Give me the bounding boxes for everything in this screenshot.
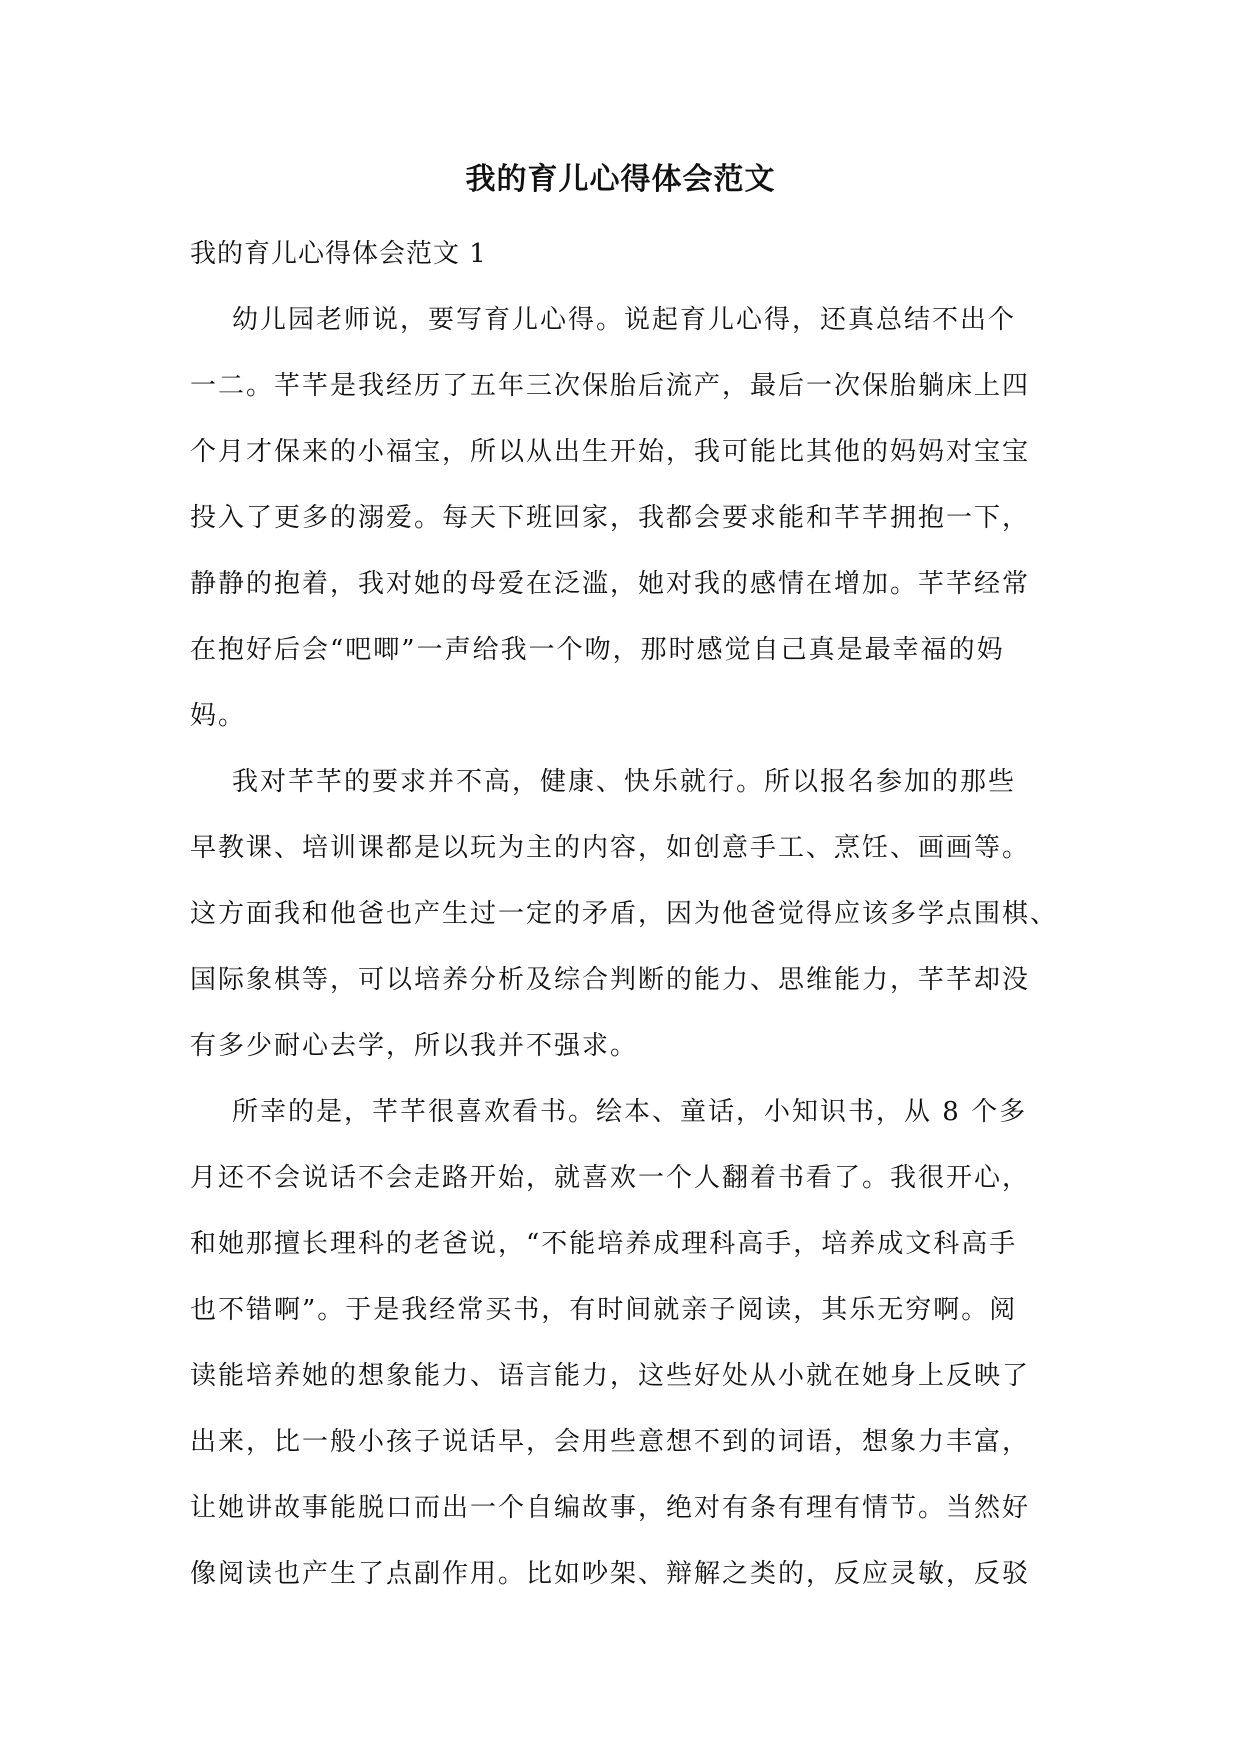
paragraph-line: 让她讲故事能脱口而出一个自编故事，绝对有条有理有情节。当然好 (190, 1493, 1031, 1523)
paragraph-line: 早教课、培训课都是以玩为主的内容，如创意手工、烹饪、画画等。 (190, 833, 1031, 863)
paragraph-line: 所幸的是，芊芊很喜欢看书。绘本、童话，小知识书，从 8 个多 (232, 1097, 1028, 1127)
document-body (190, 232, 1060, 1618)
paragraph-line: 出来，比一般小孩子说话早，会用些意想不到的词语，想象力丰富， (190, 1427, 1031, 1457)
paragraph-line: 在抱好后会“吧唧”一声给我一个吻，那时感觉自己真是最幸福的妈 (190, 635, 1005, 665)
paragraph-line: 我对芊芊的要求并不高，健康、快乐就行。所以报名参加的那些 (232, 767, 1017, 797)
paragraph-line: 静静的抱着，我对她的母爱在泛滥，她对我的感情在增加。芊芊经常 (190, 569, 1031, 599)
paragraph-line: 有多少耐心去学，所以我并不强求。 (190, 1031, 639, 1061)
paragraph-line: 一二。芊芊是我经历了五年三次保胎后流产，最后一次保胎躺床上四 (190, 371, 1031, 401)
paragraph-line: 这方面我和他爸也产生过一定的矛盾，因为他爸觉得应该多学点围棋、 (190, 899, 1059, 929)
paragraph-line: 幼儿园老师说，要写育儿心得。说起育儿心得，还真总结不出个 (232, 305, 1017, 335)
paragraph-line: 国际象棋等，可以培养分析及综合判断的能力、思维能力，芊芊却没 (190, 965, 1031, 995)
document-title: 我的育儿心得体会范文 (465, 162, 776, 197)
paragraph-line: 妈。 (190, 701, 247, 731)
paragraph-line: 读能培养她的想象能力、语言能力，这些好处从小就在她身上反映了 (190, 1361, 1031, 1391)
section-heading: 我的育儿心得体会范文 1 (190, 239, 487, 269)
paragraph-line: 月还不会说话不会走路开始，就喜欢一个人翻着书看了。我很开心， (190, 1163, 1031, 1193)
paragraph-line: 投入了更多的溺爱。每天下班回家，我都会要求能和芊芊拥抱一下， (190, 503, 1031, 533)
paragraph-line: 也不错啊”。于是我经常买书，有时间就亲子阅读，其乐无穷啊。阅 (190, 1295, 1018, 1325)
paragraph-line: 和她那擅长理科的老爸说，“不能培养成理科高手，培养成文科高手 (190, 1229, 1018, 1259)
paragraph-line: 像阅读也产生了点副作用。比如吵架、辩解之类的，反应灵敏，反驳 (190, 1559, 1031, 1589)
paragraph-line: 个月才保来的小福宝，所以从出生开始，我可能比其他的妈妈对宝宝 (190, 437, 1031, 467)
